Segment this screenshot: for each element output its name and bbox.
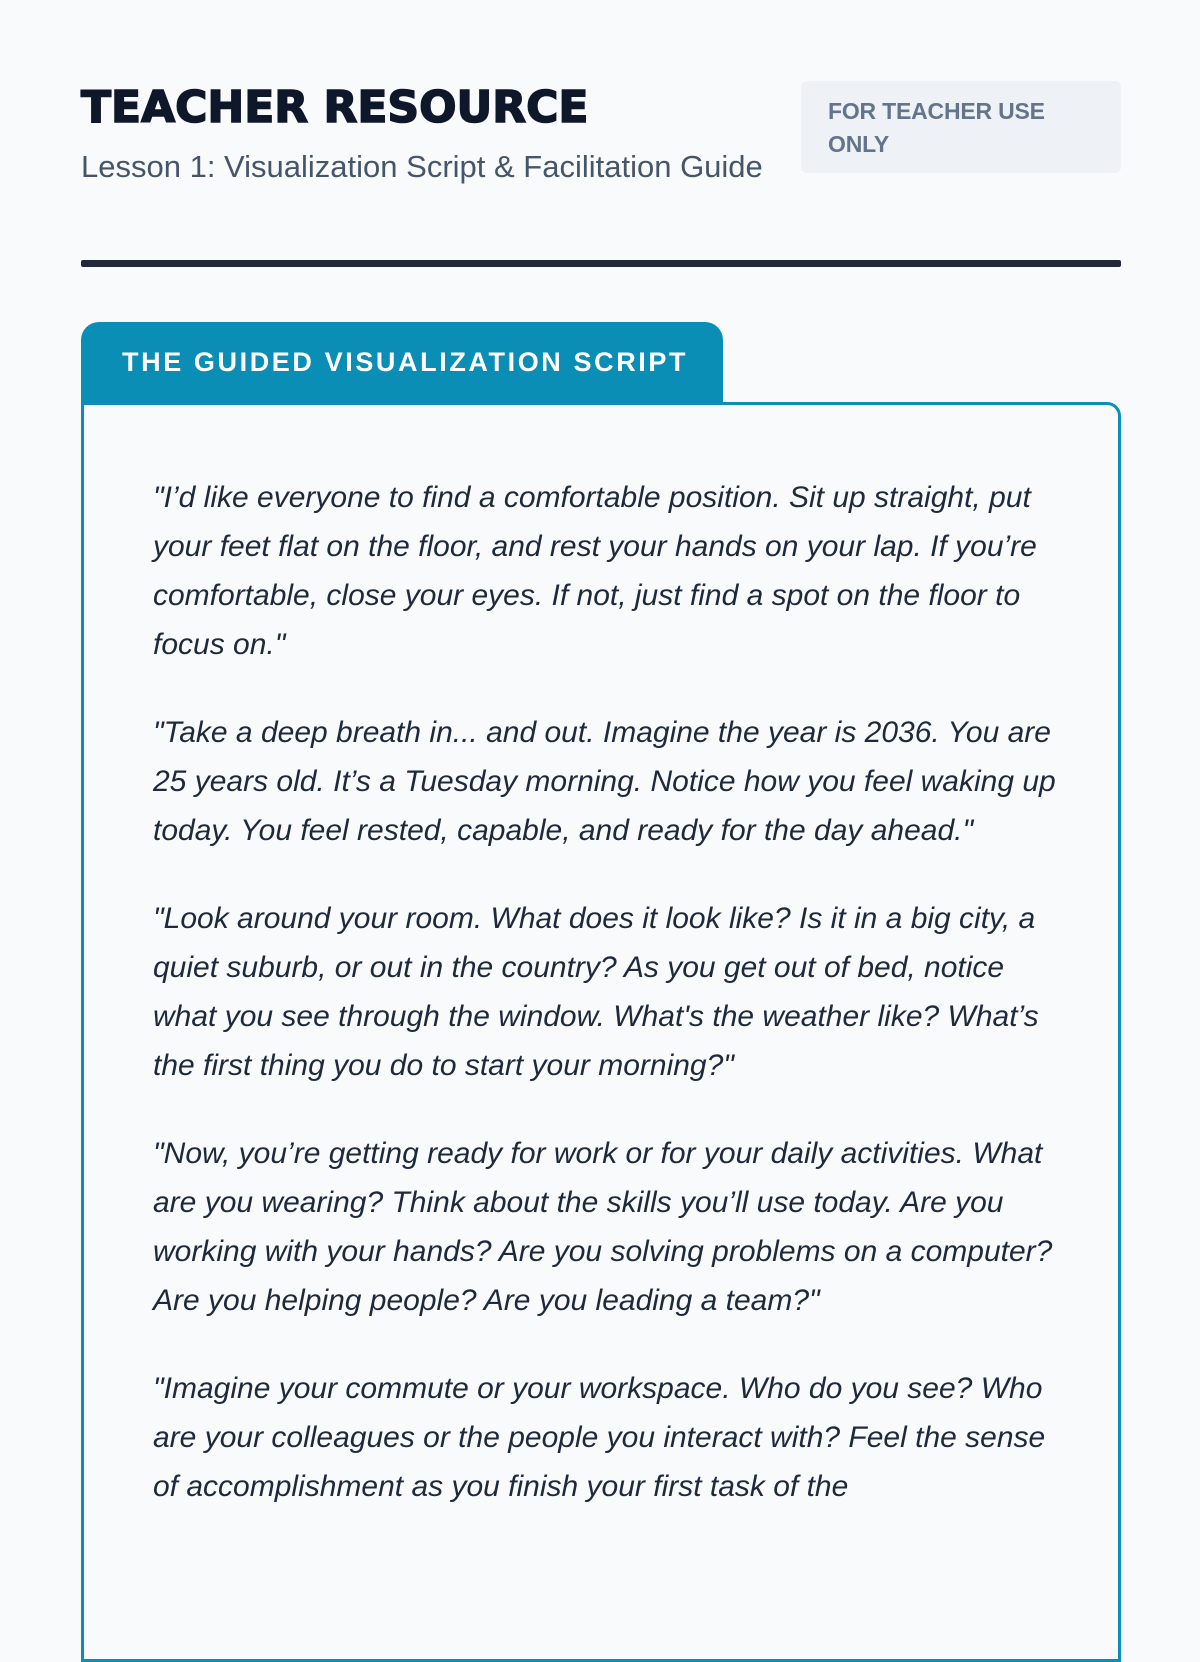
script-paragraph: "Now, you’re getting ready for work or for your daily activities. What are you wearing? Think about the skills you’ll use today. Are you working with your hands? Are you solving problems on a computer? Are you helping people? Are you leading a team?" [153, 1137, 1053, 1317]
script-paragraph: "Imagine your commute or your workspace. Who do you see? Who are your colleagues or the people you interact with? Feel the sense of accomplishment as you finish your first task of the [153, 1372, 1046, 1503]
page-title: TEACHER RESOURCE [81, 82, 589, 133]
script-paragraph: "Look around your room. What does it look like? Is it in a big city, a quiet suburb, or out in the country? As you get out of bed, notice what you see through the window. What's the weather like? What’s the first thing you do to start your morning?" [153, 902, 1039, 1082]
section-tab-label: THE GUIDED VISUALIZATION SCRIPT [81, 322, 723, 404]
page-subtitle: Lesson 1: Visualization Script & Facilitation Guide [81, 149, 763, 184]
script-paragraph: "I’d like everyone to find a comfortable position. Sit up straight, put your feet flat on the floor, and rest your hands on your lap. If you’re comfortable, close your eyes. If not, just find a spot on the floor to focus on." [153, 481, 1037, 661]
teacher-use-badge: FOR TEACHER USE ONLY [801, 81, 1121, 173]
visualization-script-box [81, 402, 1121, 1662]
page-header [81, 80, 1121, 268]
script-paragraph: "Take a deep breath in... and out. Imagine the year is 2036. You are 25 years old. It’s a Tuesday morning. Notice how you feel waking up today. You feel rested, capable, and ready for the day ahead." [153, 716, 1056, 847]
document-page [81, 0, 1121, 1600]
header-divider [81, 260, 1121, 267]
